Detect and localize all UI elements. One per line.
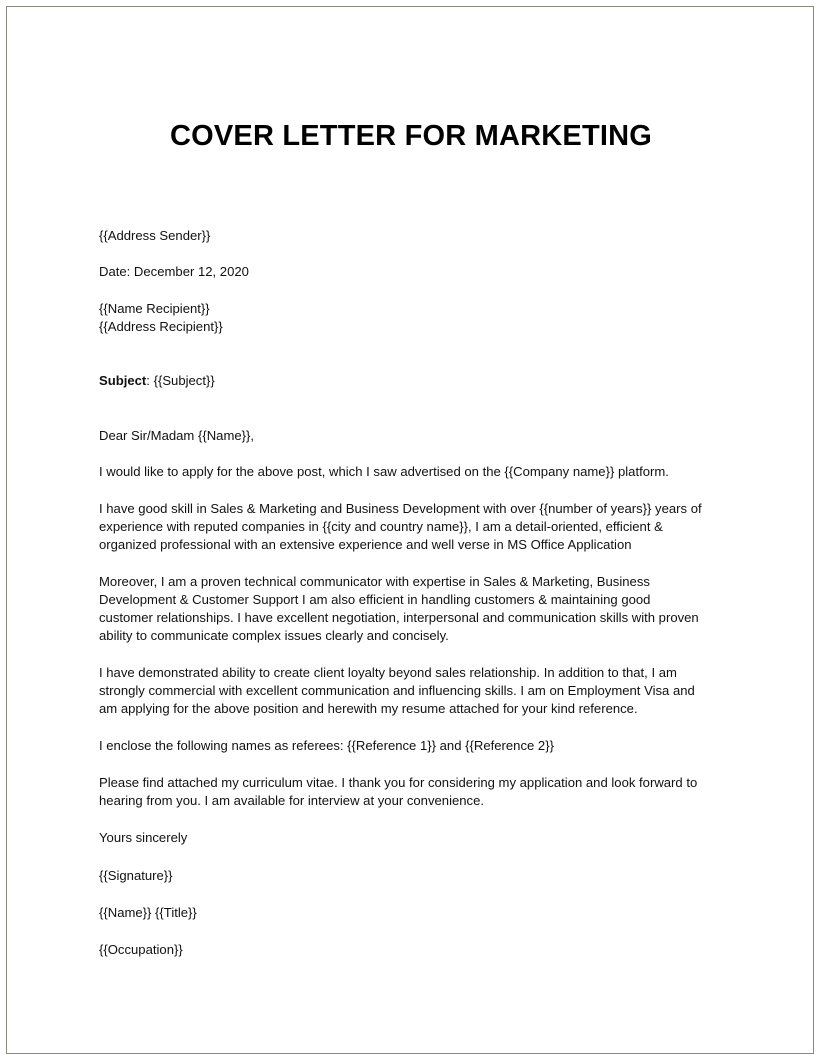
name-recipient: {{Name Recipient}} <box>99 301 210 316</box>
name-title: {{Name}} {{Title}} <box>99 905 197 920</box>
paragraph-line: Development & Customer Support I am also efficient in handling customers & maintaining good <box>99 592 651 607</box>
paragraph-line: experience with reputed companies in {{city and country name}}, I am a detail-oriented, efficient & <box>99 519 663 534</box>
signature-placeholder: {{Signature}} <box>99 868 173 883</box>
address-sender: {{Address Sender}} <box>99 228 211 243</box>
subject-value: : {{Subject}} <box>146 373 215 388</box>
paragraph-line: organized professional with an extensive experience and well verse in MS Office Application <box>99 537 632 552</box>
salutation: Dear Sir/Madam {{Name}}, <box>99 428 255 443</box>
subject-label: Subject <box>99 373 147 388</box>
subject-line <box>99 372 215 390</box>
closing: Yours sincerely <box>99 830 188 845</box>
paragraph-line: hearing from you. I am available for interview at your convenience. <box>99 793 485 808</box>
letter-date: Date: December 12, 2020 <box>99 264 249 279</box>
paragraph-line: I would like to apply for the above post, which I saw advertised on the {{Company name}} platform. <box>99 464 669 479</box>
paragraph-line: I have good skill in Sales & Marketing and Business Development with over {{number of years}} years of <box>99 501 702 516</box>
paragraph-line: I have demonstrated ability to create client loyalty beyond sales relationship. In addition to that, I am <box>99 665 677 680</box>
occupation: {{Occupation}} <box>99 942 183 957</box>
paragraph-line: am applying for the above position and herewith my resume attached for your kind reference. <box>99 701 638 716</box>
paragraph-line: Please find attached my curriculum vitae. I thank you for considering my application and look forward to <box>99 775 698 790</box>
paragraph-line: I enclose the following names as referees: {{Reference 1}} and {{Reference 2}} <box>99 738 554 753</box>
paragraph-line: Moreover, I am a proven technical communicator with expertise in Sales & Marketing, Business <box>99 574 650 589</box>
paragraph-line: strongly commercial with excellent communication and influencing skills. I am on Employment Visa and <box>99 683 695 698</box>
paragraph-line: ability to communicate complex issues clearly and concisely. <box>99 628 449 643</box>
paragraph-line: customer relationships. I have excellent negotiation, interpersonal and communication skills with proven <box>99 610 699 625</box>
address-recipient: {{Address Recipient}} <box>99 319 223 334</box>
document-title: COVER LETTER FOR MARKETING <box>169 120 653 152</box>
